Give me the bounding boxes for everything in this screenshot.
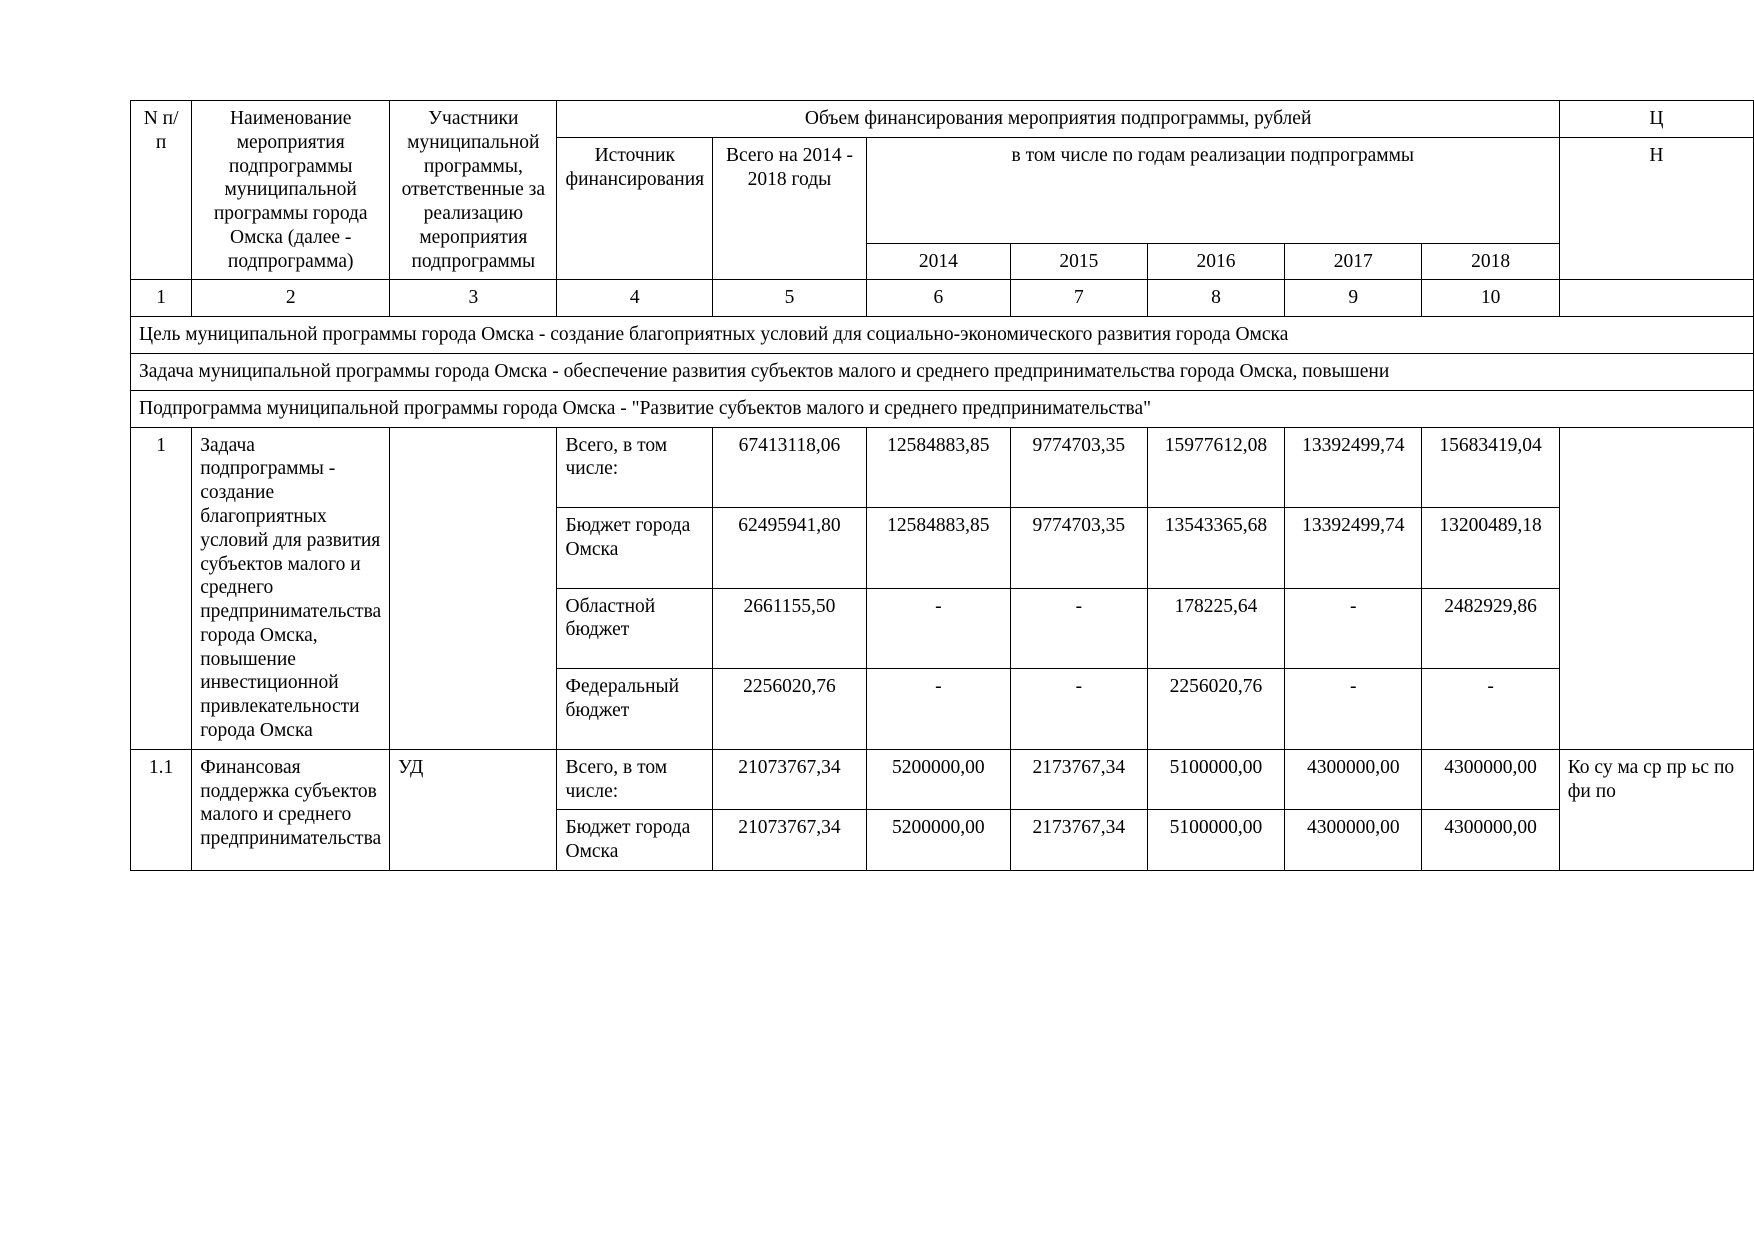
banner-subprogram-text: Подпрограмма муниципальной программы города Омска - "Развитие субъектов малого и среднего предпринимательства" (131, 390, 1754, 427)
row-participants (390, 427, 557, 749)
funding-2015: 9774703,35 (1010, 427, 1147, 508)
funding-2015: - (1010, 588, 1147, 669)
colnum-10: 10 (1422, 280, 1559, 317)
colnum-7: 7 (1010, 280, 1147, 317)
header-col2: Наименование мероприятия подпрограммы муниципальной программы города Омска (далее - подпрограмма) (192, 101, 390, 280)
colnum-9: 9 (1285, 280, 1422, 317)
funding-2017: 13392499,74 (1285, 508, 1422, 589)
header-col11-sub: Н (1559, 137, 1753, 280)
banner-row-subprogram (131, 390, 1754, 427)
colnum-1: 1 (131, 280, 192, 317)
header-by-years: в том числе по годам реализации подпрограммы (866, 137, 1559, 243)
header-col11-top: Ц (1559, 101, 1753, 138)
row-number: 1.1 (131, 749, 192, 870)
funding-2018: 15683419,04 (1422, 427, 1559, 508)
funding-total: 2256020,76 (713, 669, 867, 750)
row-name: Задача подпрограммы - создание благоприятных условий для развития субъектов малого и среднего предпринимательства города Омска, повышение инвестиционной привлекательности города Омска (192, 427, 390, 749)
header-col3: Участники муниципальной программы, ответственные за реализацию мероприятия подпрограммы (390, 101, 557, 280)
funding-2017: 4300000,00 (1285, 810, 1422, 871)
financing-table (130, 100, 1754, 871)
colnum-5: 5 (713, 280, 867, 317)
funding-2015: 9774703,35 (1010, 508, 1147, 589)
funding-2016: 13543365,68 (1147, 508, 1284, 589)
funding-2018: 2482929,86 (1422, 588, 1559, 669)
funding-source: Областной бюджет (557, 588, 713, 669)
colnum-6: 6 (866, 280, 1010, 317)
row-name: Финансовая поддержка субъектов малого и среднего предпринимательства (192, 749, 390, 870)
funding-2016: 2256020,76 (1147, 669, 1284, 750)
table-row (131, 749, 1754, 810)
funding-2016: 15977612,08 (1147, 427, 1284, 508)
funding-2016: 5100000,00 (1147, 749, 1284, 810)
banner-goal-text: Цель муниципальной программы города Омска - создание благоприятных условий для социально-экономического развития города Омска (131, 317, 1754, 354)
colnum-3: 3 (390, 280, 557, 317)
banner-row-goal (131, 317, 1754, 354)
colnum-11 (1559, 280, 1753, 317)
table-header-row-1 (131, 101, 1754, 138)
funding-2014: - (866, 669, 1010, 750)
row-note: Ко су ма ср пр ьс по фи по (1559, 749, 1753, 870)
colnum-2: 2 (192, 280, 390, 317)
row-note (1559, 427, 1753, 749)
funding-2018: - (1422, 669, 1559, 750)
funding-source: Всего, в том числе: (557, 749, 713, 810)
funding-2017: - (1285, 588, 1422, 669)
funding-2015: 2173767,34 (1010, 810, 1147, 871)
column-number-row (131, 280, 1754, 317)
funding-2014: 12584883,85 (866, 427, 1010, 508)
funding-2014: - (866, 588, 1010, 669)
funding-2014: 5200000,00 (866, 749, 1010, 810)
funding-total: 21073767,34 (713, 810, 867, 871)
header-year-2016: 2016 (1147, 243, 1284, 280)
funding-2015: - (1010, 669, 1147, 750)
table-row (131, 427, 1754, 508)
funding-total: 62495941,80 (713, 508, 867, 589)
funding-2014: 5200000,00 (866, 810, 1010, 871)
funding-source: Бюджет города Омска (557, 810, 713, 871)
row-participants: УД (390, 749, 557, 870)
colnum-4: 4 (557, 280, 713, 317)
funding-2017: 4300000,00 (1285, 749, 1422, 810)
funding-2017: - (1285, 669, 1422, 750)
funding-2016: 5100000,00 (1147, 810, 1284, 871)
header-year-2017: 2017 (1285, 243, 1422, 280)
header-year-2018: 2018 (1422, 243, 1559, 280)
header-col1: N п/п (131, 101, 192, 280)
funding-2018: 4300000,00 (1422, 810, 1559, 871)
funding-total: 21073767,34 (713, 749, 867, 810)
banner-row-task (131, 354, 1754, 391)
header-year-2015: 2015 (1010, 243, 1147, 280)
funding-total: 67413118,06 (713, 427, 867, 508)
funding-2017: 13392499,74 (1285, 427, 1422, 508)
funding-2016: 178225,64 (1147, 588, 1284, 669)
funding-source: Федеральный бюджет (557, 669, 713, 750)
header-year-2014: 2014 (866, 243, 1010, 280)
funding-source: Бюджет города Омска (557, 508, 713, 589)
banner-task-text: Задача муниципальной программы города Омска - обеспечение развития субъектов малого и среднего предпринимательства города Омска, повышени (131, 354, 1754, 391)
row-number: 1 (131, 427, 192, 749)
funding-source: Всего, в том числе: (557, 427, 713, 508)
header-funding-group: Объем финансирования мероприятия подпрограммы, рублей (557, 101, 1559, 138)
funding-2014: 12584883,85 (866, 508, 1010, 589)
colnum-8: 8 (1147, 280, 1284, 317)
funding-2015: 2173767,34 (1010, 749, 1147, 810)
funding-2018: 4300000,00 (1422, 749, 1559, 810)
funding-2018: 13200489,18 (1422, 508, 1559, 589)
header-source: Источник финансирования (557, 137, 713, 280)
header-total: Всего на 2014 - 2018 годы (713, 137, 867, 280)
funding-total: 2661155,50 (713, 588, 867, 669)
